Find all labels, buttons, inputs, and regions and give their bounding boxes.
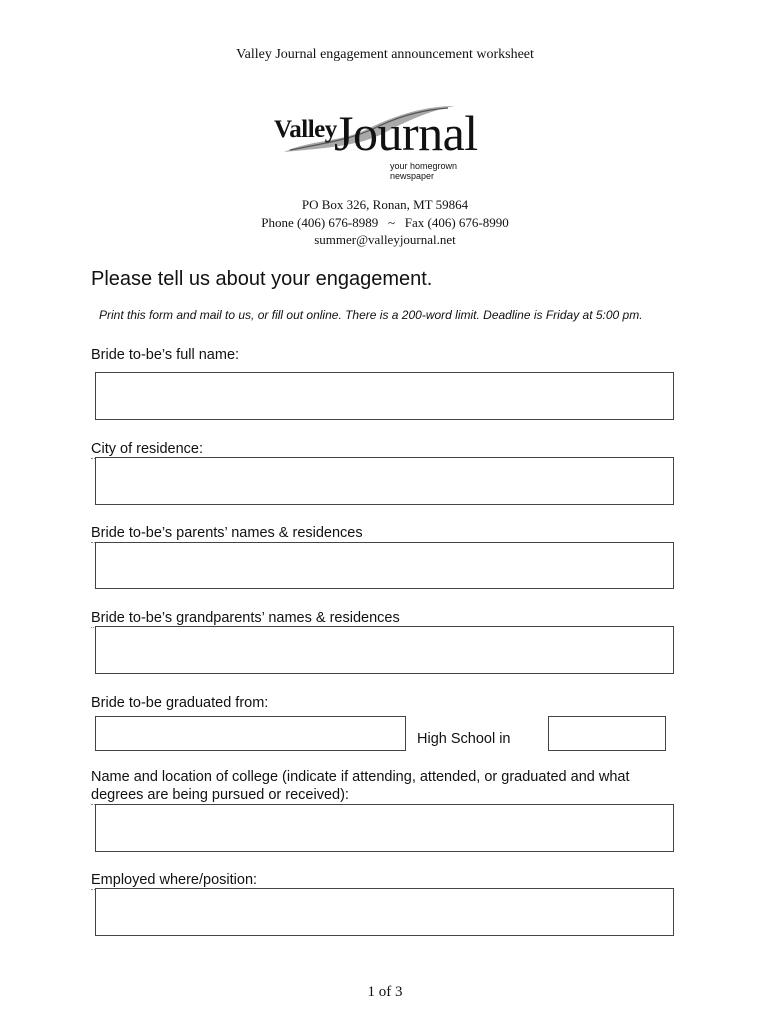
college-label-line1: Name and location of college (indicate if attending, attended, or graduated and what [91,769,630,785]
city-label: City of residence: [91,441,204,457]
form-instructions: Print this form and mail to us, or fill out online. There is a 200-word limit. Deadline is Friday at 5:00 pm. [99,308,643,322]
college-label-line2: degrees are being pursued or received): [91,787,349,803]
college-field[interactable] [95,804,674,852]
page-number: 1 of 3 [367,984,403,1000]
parents-label: Bride to-be’s parents’ names & residences [91,525,363,541]
grandparents-field[interactable] [95,626,674,674]
high-school-in-label: High School in [417,731,511,747]
city-field[interactable] [95,457,674,505]
contact-address: PO Box 326, Ronan, MT 59864 [301,197,469,212]
logo-valley-text: Valley [274,116,337,143]
bride-name-label: Bride to-be’s full name: [91,347,240,363]
contact-phone-fax: Phone (406) 676-8989 ~ Fax (406) 676-8990 [261,214,509,230]
logo-journal-text: Journal [334,105,478,161]
contact-email[interactable]: summer@valleyjournal.net [314,232,456,247]
graduated-label: Bride to-be graduated from: [91,695,269,711]
grandparents-label: Bride to-be’s grandparents’ names & residences [91,610,400,626]
high-school-city-field[interactable] [548,716,666,751]
document-title: Valley Journal engagement announcement worksheet [236,47,534,62]
parents-field[interactable] [95,542,674,589]
bride-name-field[interactable] [95,372,674,420]
contact-block [0,196,770,249]
employed-label: Employed where/position: [91,872,258,888]
form-heading: Please tell us about your engagement. [91,268,433,290]
valley-journal-logo [270,100,500,180]
high-school-field[interactable] [95,716,406,751]
employed-field[interactable] [95,888,674,936]
logo-tagline: your homegrown newspaper [390,161,458,181]
